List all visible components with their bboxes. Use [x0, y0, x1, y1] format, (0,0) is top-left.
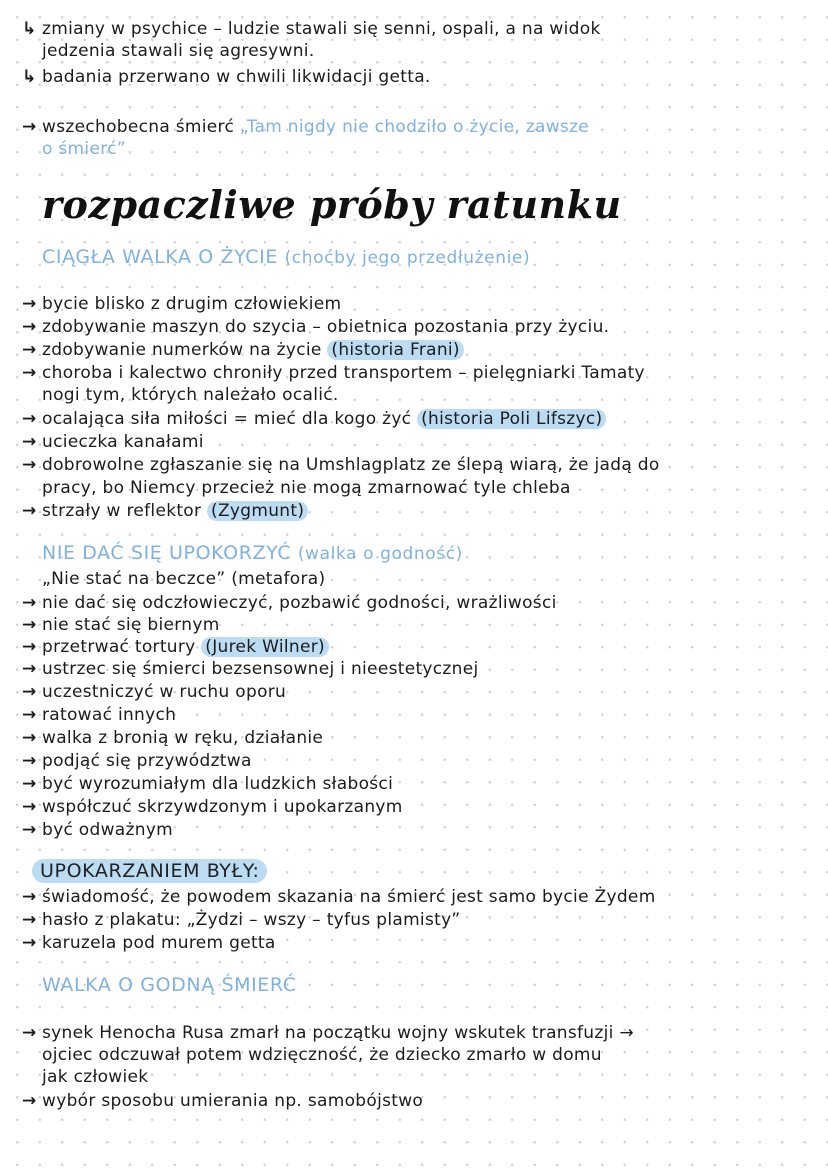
quote-line: „Nie stać na beczce” (metafora) — [42, 569, 326, 589]
list-item: → walka z bronią w ręku, działanie — [22, 728, 324, 748]
right-arrow-icon: → — [22, 363, 37, 383]
list-item: → wybór sposobu umierania np. samobójstwo — [22, 1091, 424, 1111]
list-item: → świadomość, że powodem skazania na śmierć jest samo bycie Żydem — [22, 887, 656, 907]
note-line: ↳ zmiany w psychice – ludzie stawali się senni, ospali, a na widok — [22, 19, 601, 39]
right-arrow-icon: → — [22, 933, 37, 953]
highlight-tag: (Zygmunt) — [207, 501, 308, 521]
list-item: → być wyrozumiałym dla ludzkich słabości — [22, 774, 394, 794]
right-arrow-icon: → — [22, 637, 37, 657]
list-item: → nie dać się odczłowieczyć, pozbawić godności, wrażliwości — [22, 593, 557, 613]
section-heading: NIE DAĆ SIĘ UPOKORZYĆ (walka o godność) — [42, 542, 463, 564]
right-arrow-icon: → — [22, 774, 37, 794]
section-heading: CIĄGŁA WALKA O ŻYCIE (choćby jego przedłużenie) — [42, 246, 531, 268]
list-item: → zdobywanie maszyn do szycia – obietnica pozostania przy życiu. — [22, 317, 610, 337]
list-item: → synek Henocha Rusa zmarł na początku wojny wskutek transfuzji → — [22, 1023, 634, 1043]
right-arrow-icon: → — [22, 409, 37, 429]
page-title: rozpaczliwe próby ratunku — [42, 182, 622, 227]
right-arrow-icon: → — [22, 117, 37, 137]
list-item: → być odważnym — [22, 820, 174, 840]
quote-continuation: o śmierć” — [42, 139, 126, 159]
right-arrow-icon: → — [22, 432, 37, 452]
list-item: → przetrwać tortury (Jurek Wilner) — [22, 636, 329, 658]
list-item-continuation: nogi tym, których należało ocalić. — [42, 385, 339, 405]
list-item: → współczuć skrzywdzonym i upokarzanym — [22, 797, 403, 817]
list-item-continuation: pracy, bo Niemcy przecież nie mogą zmarnować tyle chleba — [42, 478, 571, 498]
right-arrow-icon: → — [22, 340, 37, 360]
right-arrow-icon: → — [22, 820, 37, 840]
list-item: → karuzela pod murem getta — [22, 933, 276, 953]
list-item: → nie stać się biernym — [22, 615, 220, 635]
right-arrow-icon: → — [22, 751, 37, 771]
note-line-continuation: jedzenia stawali się agresywni. — [42, 41, 315, 61]
section-heading: WALKA O GODNĄ ŚMIERĆ — [42, 974, 297, 996]
list-item: → ucieczka kanałami — [22, 432, 204, 452]
list-item: → ocalająca siła miłości = mieć dla kogo żyć (historia Poli Lifszyc) — [22, 408, 606, 430]
list-item: → ustrzec się śmierci bezsensownej i nieestetycznej — [22, 659, 479, 679]
list-item: → choroba i kalectwo chroniły przed transportem – pielęgniarki Tamaty — [22, 363, 645, 383]
highlight-tag: (historia Frani) — [327, 340, 463, 360]
list-item: → hasło z plakatu: „Żydzi – wszy – tyfus plamisty” — [22, 910, 461, 930]
right-arrow-icon: → — [22, 682, 37, 702]
highlight-tag: (historia Poli Lifszyc) — [417, 409, 606, 429]
list-item: → dobrowolne zgłaszanie się na Umshlagplatz ze ślepą wiarą, że jadą do — [22, 455, 660, 475]
list-item: → uczestniczyć w ruchu oporu — [22, 682, 287, 702]
right-arrow-icon: → — [22, 797, 37, 817]
right-arrow-icon: → — [22, 593, 37, 613]
right-arrow-icon: → — [22, 1091, 37, 1111]
right-arrow-icon: → — [22, 705, 37, 725]
right-arrow-icon: → — [22, 501, 37, 521]
list-item: → podjąć się przywództwa — [22, 751, 252, 771]
list-item-continuation: ojciec odczuwał potem wdzięczność, że dziecko zmarło w domu — [42, 1045, 602, 1065]
hook-arrow-icon: ↳ — [22, 19, 37, 39]
list-item: → strzały w reflektor (Zygmunt) — [22, 500, 308, 522]
right-arrow-icon: → — [22, 294, 37, 314]
note-line: → wszechobecna śmierć „Tam nigdy nie chodziło o życie, zawsze — [22, 117, 590, 137]
section-heading: UPOKARZANIEM BYŁY: — [32, 859, 267, 883]
list-item: → ratować innych — [22, 705, 177, 725]
list-item-continuation: jak człowiek — [42, 1067, 149, 1087]
right-arrow-icon: → — [22, 910, 37, 930]
quote-text: „Tam nigdy nie chodziło o życie, zawsze — [239, 117, 590, 137]
right-arrow-icon: → — [22, 1023, 37, 1043]
right-arrow-icon: → — [22, 659, 37, 679]
right-arrow-icon: → — [22, 615, 37, 635]
note-line: ↳ badania przerwano w chwili likwidacji getta. — [22, 67, 431, 87]
list-item: → zdobywanie numerków na życie (historia Frani) — [22, 339, 464, 361]
right-arrow-icon: → — [22, 455, 37, 475]
hook-arrow-icon: ↳ — [22, 67, 37, 87]
right-arrow-icon: → — [22, 317, 37, 337]
highlight-tag: (Jurek Wilner) — [201, 637, 329, 657]
right-arrow-icon: → — [22, 887, 37, 907]
list-item: → bycie blisko z drugim człowiekiem — [22, 294, 342, 314]
right-arrow-icon: → — [22, 728, 37, 748]
